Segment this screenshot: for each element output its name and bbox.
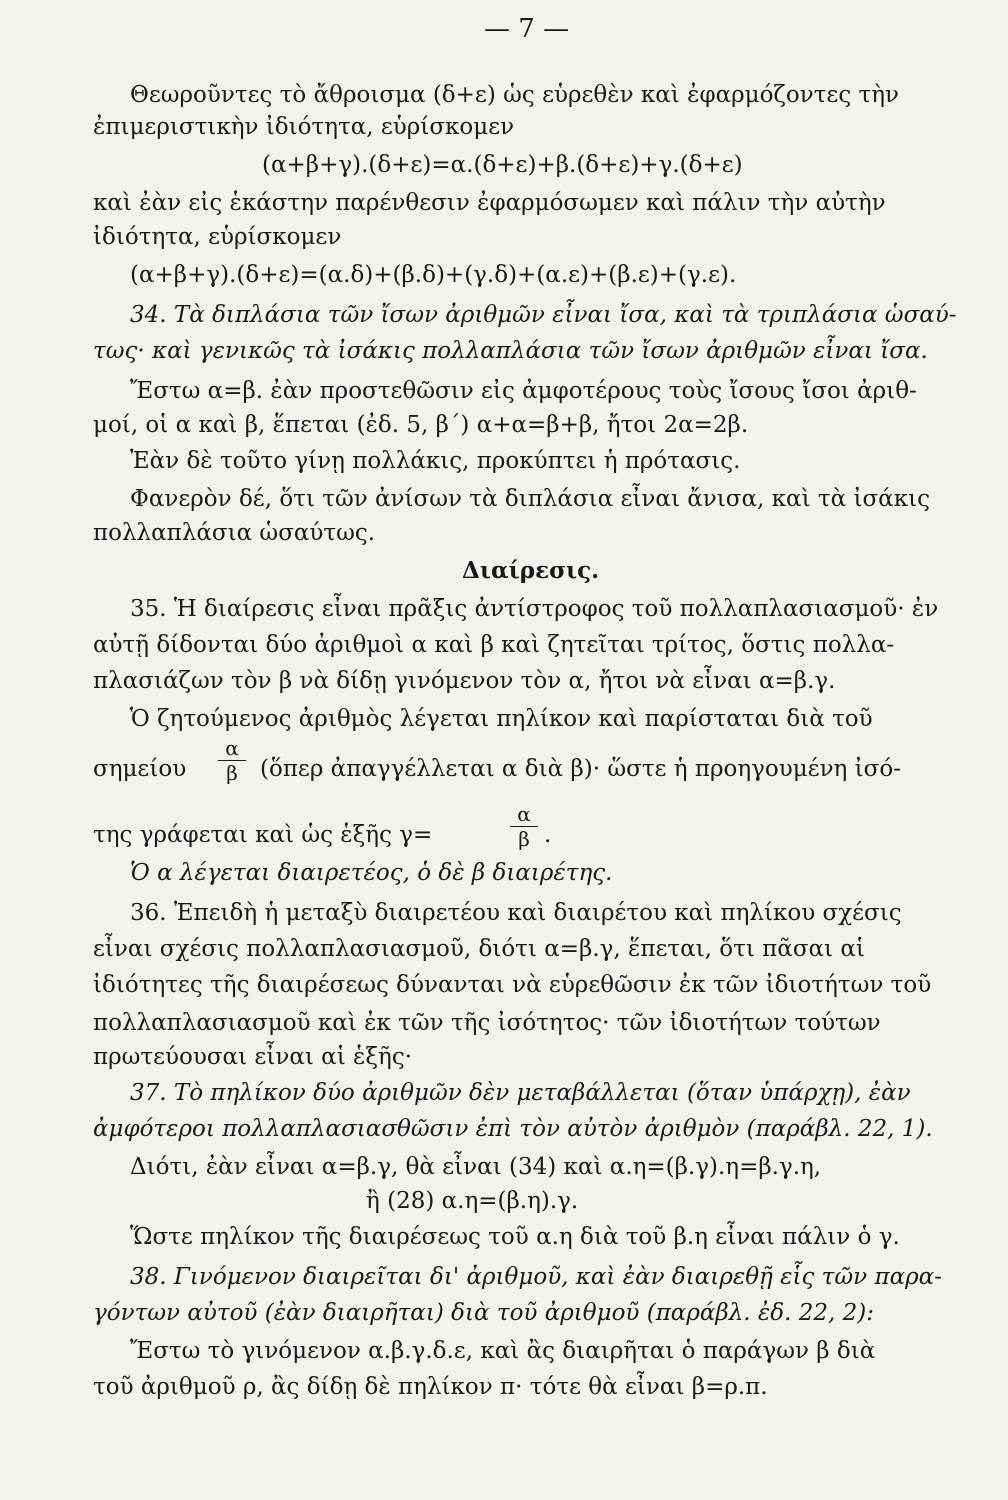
equation-line: (α+β+γ).(δ+ε)=α.(δ+ε)+β.(δ+ε)+γ.(δ+ε) bbox=[262, 152, 743, 178]
fraction-denominator: β bbox=[226, 761, 238, 785]
theorem-line: γόντων αὐτοῦ (ἐὰν διαιρῆται) διὰ τοῦ ἀριθμοῦ (παράβλ. ἐδ. 22, 2): bbox=[93, 1300, 874, 1326]
text-line: τοῦ ἀριθμοῦ ρ, ἂς δίδῃ δὲ πηλίκον π· τότε θὰ εἶναι β=ρ.π. bbox=[93, 1374, 768, 1400]
text-line: ἐπιμεριστικὴν ἰδιότητα, εὑρίσκομεν bbox=[93, 114, 515, 140]
definition-line: Ὁ α λέγεται διαιρετέος, ὁ δὲ β διαιρέτης. bbox=[130, 860, 613, 886]
text-line: Ἐὰν δὲ τοῦτο γίνῃ πολλάκις, προκύπτει ἡ πρότασις. bbox=[130, 448, 741, 474]
text-line: Φανερὸν δέ, ὅτι τῶν ἀνίσων τὰ διπλάσια εἶναι ἄνισα, καὶ τὰ ἰσάκις bbox=[130, 486, 930, 512]
text-line: ἰδιότητες τῆς διαιρέσεως δύνανται νὰ εὑρεθῶσιν ἐκ τῶν ἰδιοτήτων τοῦ bbox=[93, 972, 932, 998]
text-line: 35. Ἡ διαίρεσις εἶναι πρᾶξις ἀντίστροφος τοῦ πολλαπλασιασμοῦ· ἐν bbox=[130, 596, 939, 622]
text-line: αὐτῇ δίδονται δύο ἀριθμοὶ α καὶ β καὶ ζητεῖται τρίτος, ὅστις πολλα- bbox=[93, 632, 895, 658]
fraction-denominator: β bbox=[518, 827, 530, 851]
section-heading: Διαίρεσις. bbox=[462, 557, 600, 584]
fraction-numerator: α bbox=[517, 802, 531, 826]
text-line: Ἔστω α=β. ἐὰν προστεθῶσιν εἰς ἀμφοτέρους τοὺς ἴσους ἴσοι ἀριθ- bbox=[130, 378, 917, 404]
text-line: καὶ ἐὰν εἰς ἑκάστην παρένθεσιν ἐφαρμόσωμεν καὶ πάλιν τὴν αὐτὴν bbox=[93, 190, 886, 216]
text-line: Ὁ ζητούμενος ἀριθμὸς λέγεται πηλίκον καὶ παρίσταται διὰ τοῦ bbox=[130, 706, 873, 732]
text-line: πρωτεύουσαι εἶναι αἱ ἑξῆς· bbox=[93, 1044, 413, 1070]
text-line: εἶναι σχέσις πολλαπλασιασμοῦ, διότι α=β.γ, ἕπεται, ὅτι πᾶσαι αἱ bbox=[93, 936, 865, 962]
text-line: Ὥστε πηλίκον τῆς διαιρέσεως τοῦ α.η διὰ τοῦ β.η εἶναι πάλιν ὁ γ. bbox=[130, 1224, 900, 1250]
theorem-line: τως· καὶ γενικῶς τὰ ἰσάκις πολλαπλάσια τῶν ἴσων ἀριθμῶν εἶναι ἴσα. bbox=[93, 338, 928, 364]
text-line: Διότι, ἐὰν εἶναι α=β.γ, θὰ εἶναι (34) καὶ α.η=(β.γ).η=β.γ.η, bbox=[130, 1154, 822, 1180]
theorem-line: 38. Γινόμενον διαιρεῖται δι' ἀριθμοῦ, καὶ ἐὰν διαιρεθῇ εἷς τῶν παρα- bbox=[130, 1264, 942, 1290]
text-line: πολλαπλασιασμοῦ καὶ ἐκ τῶν τῆς ἰσότητος· τῶν ἰδιοτήτων τούτων bbox=[93, 1010, 881, 1036]
text-line: Ἔστω τὸ γινόμενον α.β.γ.δ.ε, καὶ ἂς διαιρῆται ὁ παράγων β διὰ bbox=[130, 1338, 876, 1364]
text-line: (ὅπερ ἀπαγγέλλεται α διὰ β)· ὥστε ἡ προηγουμένη ἰσό- bbox=[260, 756, 901, 782]
fraction-alpha-over-beta bbox=[510, 802, 538, 851]
text-line: ἢ (28) α.η=(β.η).γ. bbox=[366, 1188, 579, 1214]
trailing-period: . bbox=[544, 822, 552, 848]
text-line: πολλαπλάσια ὡσαύτως. bbox=[93, 520, 376, 546]
fraction-numerator: α bbox=[225, 736, 239, 760]
fraction-alpha-over-beta bbox=[218, 736, 246, 785]
text-line: μοί, οἱ α καὶ β, ἕπεται (ἐδ. 5, β΄) α+α=β+β, ἤτοι 2α=2β. bbox=[93, 412, 749, 438]
theorem-line: ἀμφότεροι πολλαπλασιασθῶσιν ἐπὶ τὸν αὐτὸν ἀριθμὸν (παράβλ. 22, 1). bbox=[93, 1116, 933, 1142]
text-line: σημείου bbox=[93, 756, 187, 782]
text-line: πλασιάζων τὸν β νὰ δίδῃ γινόμενον τὸν α, ἤτοι νὰ εἶναι α=β.γ. bbox=[93, 668, 836, 694]
equation-line: (α+β+γ).(δ+ε)=(α.δ)+(β.δ)+(γ.δ)+(α.ε)+(β.ε)+(γ.ε). bbox=[130, 262, 737, 288]
page-number: — 7 — bbox=[484, 14, 570, 44]
text-line: ἰδιότητα, εὑρίσκομεν bbox=[93, 224, 342, 250]
theorem-line: 34. Τὰ διπλάσια τῶν ἴσων ἀριθμῶν εἶναι ἴσα, καὶ τὰ τριπλάσια ὡσαύ- bbox=[130, 302, 957, 328]
theorem-line: 37. Τὸ πηλίκον δύο ἀριθμῶν δὲν μεταβάλλεται (ὅταν ὑπάρχῃ), ἐὰν bbox=[130, 1080, 911, 1106]
text-line: Θεωροῦντες τὸ ἄθροισμα (δ+ε) ὡς εὑρεθὲν καὶ ἐφαρμόζοντες τὴν bbox=[130, 82, 900, 108]
text-line: 36. Ἐπειδὴ ἡ μεταξὺ διαιρετέου καὶ διαιρέτου καὶ πηλίκου σχέσις bbox=[130, 900, 902, 926]
text-line: της γράφεται καὶ ὡς ἑξῆς γ= bbox=[93, 822, 433, 848]
